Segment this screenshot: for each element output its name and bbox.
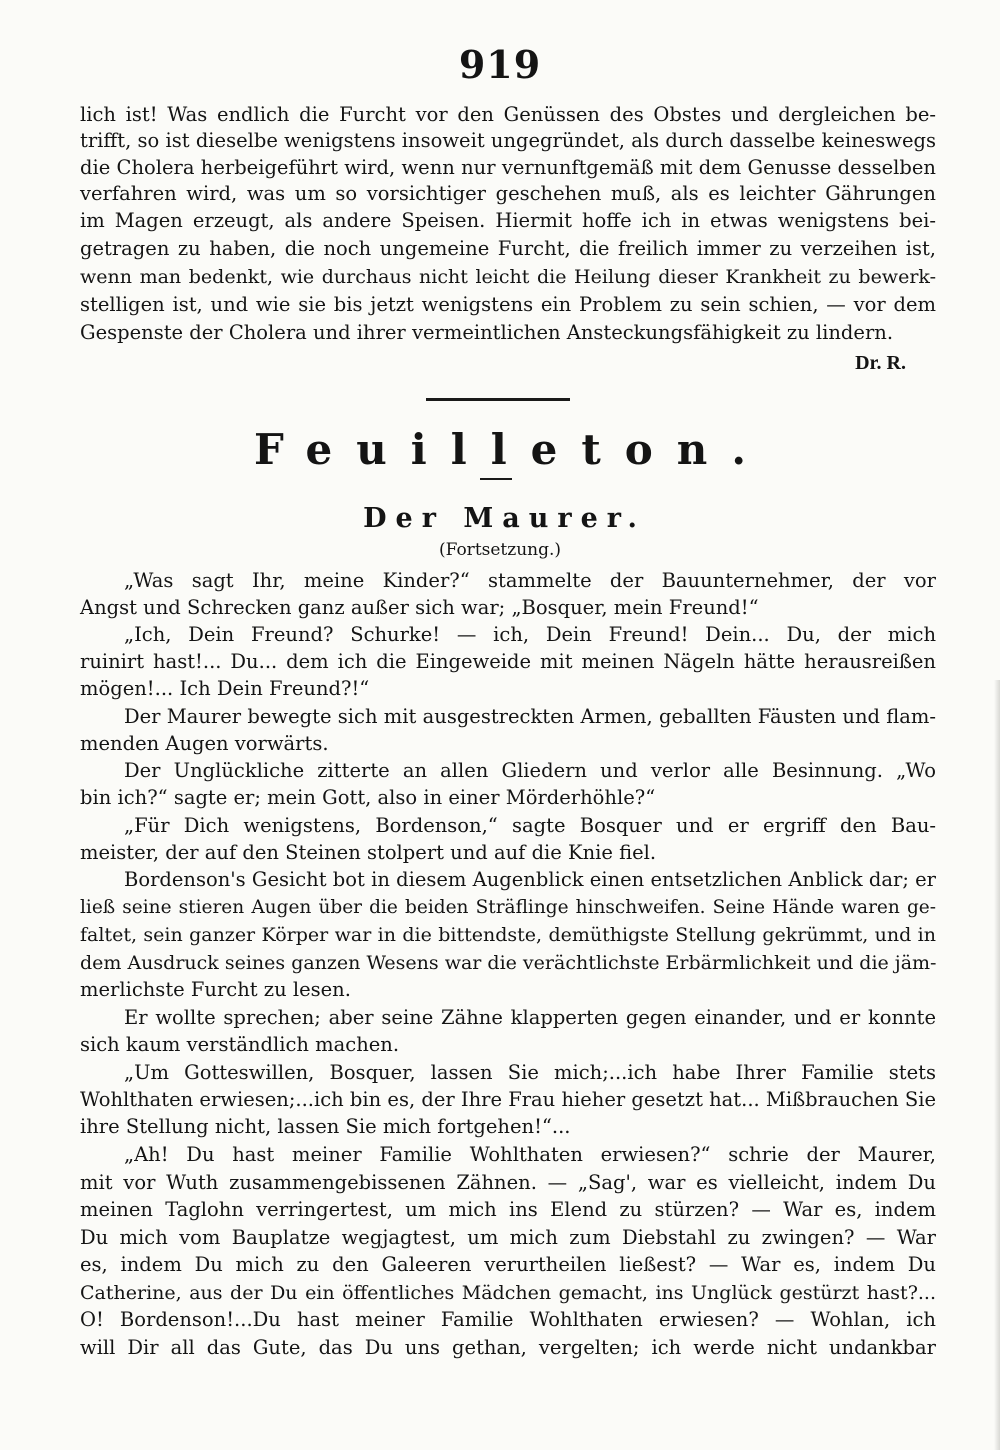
text-line: die Cholera herbeigeführt wird, wenn nur vernunftgemäß mit dem Genusse desselben: [80, 156, 936, 179]
text-line: Bordenson's Gesicht bot in diesem Augenblick einen entsetzlichen Anblick dar; er: [124, 868, 936, 891]
story-subtitle: (Fortsetzung.): [438, 540, 562, 560]
text-line: ließ seine stieren Augen über die beiden Sträflinge hinschweifen. Seine Hände waren ge-: [80, 897, 936, 918]
text-line: getragen zu haben, die noch ungemeine Furcht, die freilich immer zu verzeihen ist,: [80, 237, 936, 260]
text-line: Angst und Schrecken ganz außer sich war; „Bosquer, mein Freund!“: [80, 596, 759, 619]
text-line: ruinirt hast!... Du... dem ich die Eingeweide mit meinen Nägeln hätte herausreißen: [80, 650, 936, 673]
text-line: es, indem Du mich zu den Galeeren verurtheilen ließest? — War es, indem Du: [80, 1253, 936, 1276]
text-line: im Magen erzeugt, als andere Speisen. Hiermit hoffe ich in etwas wenigstens bei-: [80, 209, 936, 232]
text-line: will Dir all das Gute, das Du uns gethan, vergelten; ich werde nicht undankbar: [80, 1336, 936, 1359]
text-line: merlichste Furcht zu lesen.: [80, 978, 351, 1001]
text-line: menden Augen vorwärts.: [80, 732, 329, 755]
text-line: Der Maurer bewegte sich mit ausgestreckten Armen, geballten Fäusten und flam-: [124, 705, 936, 728]
text-line: ihre Stellung nicht, lassen Sie mich fortgehen!“...: [80, 1115, 571, 1138]
text-line: wenn man bedenkt, wie durchaus nicht leicht die Heilung dieser Krankheit zu bewerk-: [80, 266, 936, 288]
text-line: Gespenste der Cholera und ihrer vermeintlichen Ansteckungsfähigkeit zu lindern.: [80, 321, 894, 344]
text-line: mögen!... Ich Dein Freund?!“: [80, 677, 370, 700]
section-divider: [426, 398, 570, 401]
text-line: stelligen ist, und wie sie bis jetzt wenigstens ein Problem zu sein schien, — vor dem: [80, 293, 936, 316]
text-line: lich ist! Was endlich die Furcht vor den Genüssen des Obstes und dergleichen be-: [80, 103, 936, 126]
text-line: „Um Gotteswillen, Bosquer, lassen Sie mich;...ich habe Ihrer Familie stets: [124, 1061, 936, 1084]
text-line: Wohlthaten erwiesen;...ich bin es, der Ihre Frau hieher gesetzt hat... Mißbrauchen Sie: [80, 1088, 937, 1111]
text-line: Catherine, aus der Du ein öffentliches Mädchen gemacht, ins Unglück gestürzt hast?...: [80, 1282, 936, 1304]
section-title: Feuilleton.: [254, 425, 770, 474]
text-line: dem Ausdruck seines ganzen Wesens war die verächtlichste Erbärmlichkeit und die jäm-: [80, 952, 937, 974]
author-signature: Dr. R.: [855, 352, 906, 374]
page-number: 919: [458, 42, 542, 87]
text-line: „Für Dich wenigstens, Bordenson,“ sagte Bosquer und er ergriff den Bau-: [124, 814, 936, 837]
text-line: verfahren wird, was um so vorsichtiger geschehen muß, als es leichter Gährungen: [80, 182, 936, 205]
text-line: bin ich?“ sagte er; mein Gott, also in einer Mörderhöhle?“: [80, 786, 656, 809]
text-line: sich kaum verständlich machen.: [80, 1033, 400, 1056]
text-line: „Was sagt Ihr, meine Kinder?“ stammelte der Bauunternehmer, der vor: [124, 569, 936, 592]
story-title: Der Maurer.: [363, 503, 646, 534]
text-line: Er wollte sprechen; aber seine Zähne klapperten gegen einander, und er konnte: [124, 1006, 936, 1029]
title-divider: [480, 478, 512, 480]
text-line: meister, der auf den Steinen stolpert und auf die Knie fiel.: [80, 841, 657, 864]
text-line: trifft, so ist dieselbe wenigstens insoweit ungegründet, als durch dasselbe keineswegs: [80, 129, 936, 152]
text-line: „Ah! Du hast meiner Familie Wohlthaten erwiesen?“ schrie der Maurer,: [124, 1143, 936, 1166]
text-line: „Ich, Dein Freund? Schurke! — ich, Dein Freund! Dein... Du, der mich: [124, 623, 936, 646]
text-line: Der Unglückliche zitterte an allen Gliedern und verlor alle Besinnung. „Wo: [124, 759, 936, 782]
text-line: O! Bordenson!...Du hast meiner Familie Wohlthaten erwiesen? — Wohlan, ich: [80, 1308, 936, 1331]
text-line: faltet, sein ganzer Körper war in die bittendste, demüthigste Stellung gekrümmt, und in: [80, 924, 936, 946]
text-line: Du mich vom Bauplatze wegjagtest, um mich zum Diebstahl zu zwingen? — War: [80, 1226, 936, 1249]
page-edge-shadow: [994, 680, 1000, 1450]
text-line: mit vor Wuth zusammengebissenen Zähnen. — „Sag', war es vielleicht, indem Du: [80, 1171, 936, 1194]
text-line: meinen Taglohn verringertest, um mich ins Elend zu stürzen? — War es, indem: [80, 1198, 936, 1221]
